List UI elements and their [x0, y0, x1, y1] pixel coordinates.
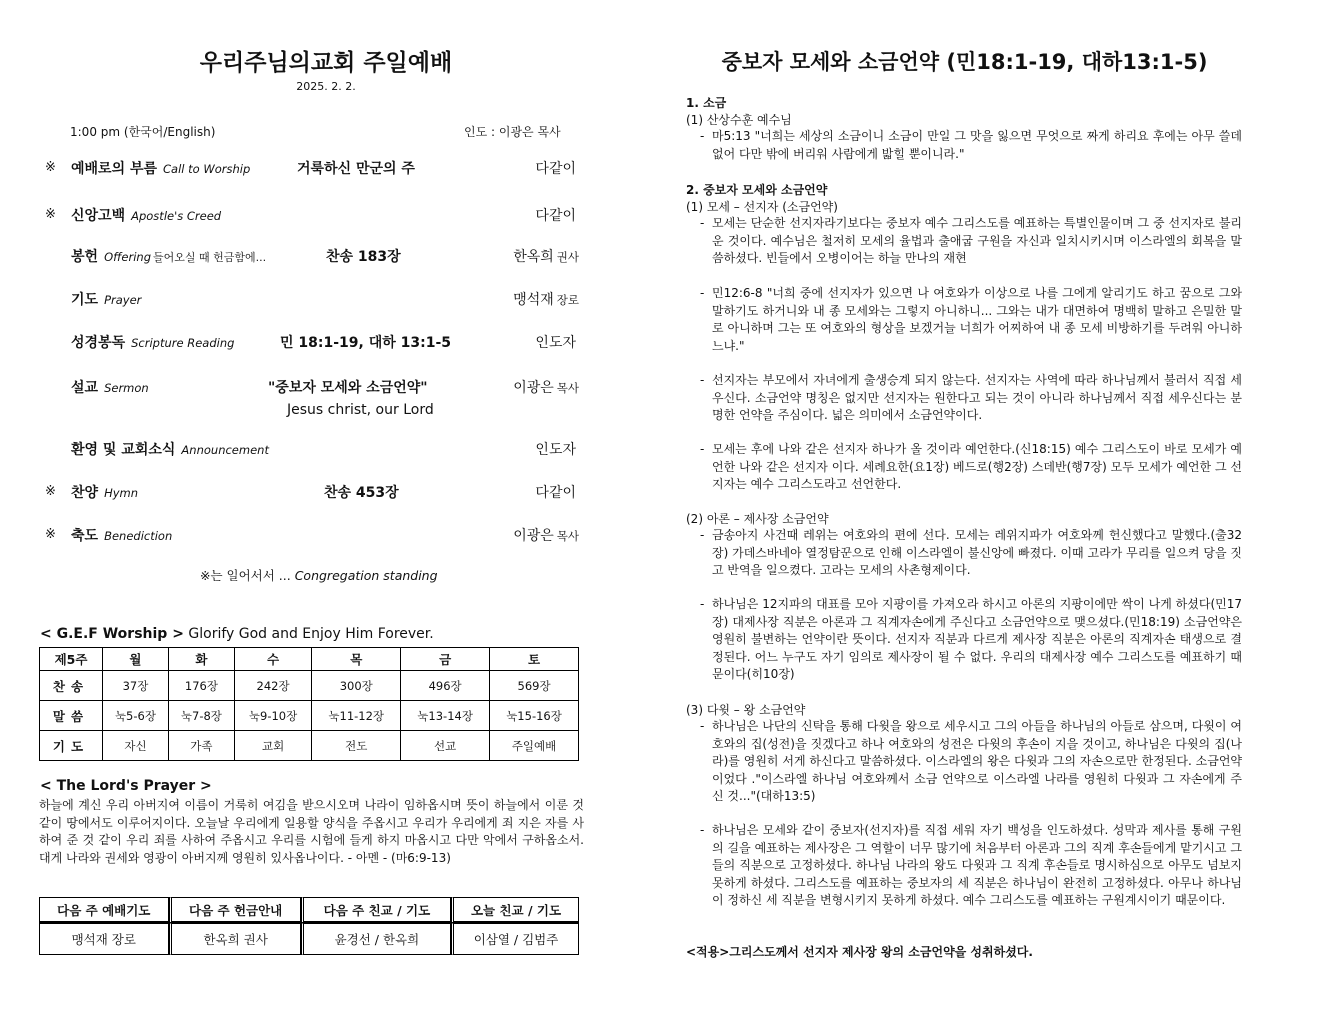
person-name: 다같이	[535, 485, 576, 501]
gef-header-cell: 화	[168, 648, 234, 671]
standing-mark: ※	[45, 160, 56, 175]
section-2-para-1: - 모세는 단순한 선지자라기보다는 중보자 예수 그리스도를 예표하는 특별인물이며 그 중 선지자로 불리운 것이다. 예수님은 철저히 모세의 율법과 출애굽 구원을 자신과 일치시키시며 이스라엘의 회복을 말씀하셨다. 빈들에서 오병이어는 하늘 만나의 재현	[700, 216, 1242, 266]
section-2-heading: 2. 중보자 모세와 소금언약	[686, 183, 828, 197]
section-1-para-1: - 마5:13 "너희는 세상의 소금이니 소금이 만일 그 맛을 잃으면 무엇으로 짜게 하리요 후에는 아무 쓸데없어 다만 밖에 버리워 사람에게 밟힐 뿐이니라."	[700, 129, 1242, 161]
order-item-ko: 신앙고백	[71, 208, 126, 224]
gef-header-cell: 수	[234, 648, 311, 671]
order-item-name	[71, 482, 140, 502]
order-item-name	[71, 246, 266, 266]
order-item-en: Benediction	[104, 529, 173, 543]
gef-heading	[40, 626, 434, 642]
gef-cell: 176장	[168, 671, 234, 701]
order-item-person	[535, 205, 579, 225]
gef-table	[39, 647, 579, 761]
info-header-cell: 다음 주 헌금안내	[169, 897, 301, 923]
order-item-en: Prayer	[104, 293, 142, 307]
standing-mark: ※	[45, 527, 56, 542]
sermon-title: 중보자 모세와 소금언약 (민18:1-19, 대하13:1-5)	[721, 50, 1208, 74]
info-value-cell: 한옥희 권사	[169, 923, 301, 955]
info-header-cell: 다음 주 친교 / 기도	[301, 897, 451, 923]
gef-cell: 300장	[312, 671, 401, 701]
order-item-note: 들어오실 때 헌금함에...	[153, 251, 267, 264]
order-item-ko: 예배로의 부름	[71, 161, 158, 177]
order-item-ko: 설교	[71, 380, 99, 396]
person-name: 인도자	[535, 335, 576, 351]
order-item	[45, 289, 585, 313]
section-1-sub: (1) 산상수훈 예수님	[686, 113, 792, 127]
gef-heading-bold: < G.E.F Worship >	[40, 626, 184, 642]
order-item-ko: 봉헌	[71, 249, 99, 265]
lords-prayer-heading: < The Lord's Prayer >	[40, 778, 212, 794]
service-time: 1:00 pm (한국어/English)	[70, 125, 216, 139]
gef-header-cell: 월	[103, 648, 169, 671]
gef-header-cell: 목	[312, 648, 401, 671]
gef-header-row	[40, 648, 579, 671]
gef-row	[40, 731, 579, 761]
order-item-detail: "중보자 모세와 소금언약"	[268, 380, 428, 396]
order-item-en: Apostle's Creed	[131, 209, 222, 223]
section-2-para-4: - 모세는 후에 나와 같은 선지자 하나가 올 것이라 예언한다.(신18:15) 예수 그리스도이 바로 모세가 예언한 나와 같은 선지자 이다. 세례요한(요1장) 베드로(행2장) 스데반(행7장) 모두 모세가 예언한 그 선지자는 예수 그리스도라고 선언한다.	[700, 442, 1242, 492]
info-header-cell: 오늘 친교 / 기도	[451, 897, 579, 923]
person-name: 맹석재	[513, 292, 554, 308]
gef-cell: 눅13-14장	[401, 701, 490, 731]
order-item-ko: 기도	[71, 292, 99, 308]
order-item-name	[71, 289, 143, 309]
order-item-en: Announcement	[181, 443, 269, 457]
order-item-detail: 민 18:1-19, 대하 13:1-5	[280, 335, 452, 351]
lords-prayer-text: 하늘에 계신 우리 아버지여 이름이 거룩히 여김을 받으시오며 나라이 임하옵시며 뜻이 하늘에서 이룬 것 같이 땅에서도 이루어지이다. 오늘날 우리에게 일용할 양식을 주옵시고 우리가 우리에게 죄 지은 자를 사하여 준 것 같이 우리 죄를 사하여 주옵시고 우리를 시험에 들게 하지 마옵시고 다만 악에서 구하옵소서. 대게 나라와 권세와 영광이 아버지께 영원히 있사옵나이다. - 아멘 - (마6:9-13)	[39, 798, 584, 865]
section-2-sub-1: (1) 모세 – 선지자 (소금언약)	[686, 200, 838, 214]
standing-note-en: Congregation standing	[294, 568, 438, 583]
gef-cell: 496장	[401, 671, 490, 701]
order-item-detail: 찬송 183장	[326, 249, 401, 265]
standing-mark: ※	[45, 484, 56, 499]
order-item-person	[513, 289, 579, 309]
order-item	[45, 158, 585, 182]
info-header-row	[39, 897, 579, 923]
order-item-person	[513, 525, 579, 545]
gef-cell: 선교	[401, 731, 490, 761]
person-name: 다같이	[535, 161, 576, 177]
person-title: 장로	[556, 293, 579, 307]
order-item-en: Call to Worship	[163, 162, 251, 176]
order-item-person	[535, 158, 579, 178]
bulletin-date: 2025. 2. 2.	[296, 80, 356, 93]
person-name: 이광은	[513, 528, 554, 544]
section-2-sub-3: (3) 다윗 – 왕 소금언약	[686, 703, 806, 717]
order-item	[45, 205, 585, 229]
order-item	[45, 525, 585, 549]
section-2-sub-2: (2) 아론 – 제사장 소금언약	[686, 512, 829, 526]
order-item-detail: 찬송 453장	[324, 485, 399, 501]
gef-cell: 자신	[103, 731, 169, 761]
order-item-name	[71, 205, 223, 225]
order-item	[45, 482, 585, 506]
order-item-person	[513, 377, 579, 397]
section-2-para-2: - 민12:6-8 "너희 중에 선지자가 있으면 나 여호와가 이상으로 나를 그에게 알리기도 하고 꿈으로 그와 말하기도 하거니와 내 종 모세와는 그렇지 아니하니... 그와는 내가 대면하여 명백히 말하고 은밀한 말로 아니하며 그는 또 여호와의 형상을 보겠거늘 너희가 어찌하여 내 종 모세 비방하기를 두려워 아니하느냐."	[700, 286, 1242, 353]
order-item-name	[71, 377, 151, 397]
person-name: 인도자	[535, 442, 576, 458]
section-2-para-3: - 선지자는 부모에서 자녀에게 출생승계 되지 않는다. 선지자는 사역에 따라 하나님께서 불러서 직접 세우신다. 소금언약 명칭은 없지만 선지자는 원한다고 되는 것이 아니라 하나님께서 직접 세우신다는 분명한 언약을 주심이다. 넓은 의미에서 소금언약이다.	[700, 373, 1242, 423]
gef-row	[40, 671, 579, 701]
person-name: 다같이	[535, 208, 576, 224]
order-item-name	[71, 158, 252, 178]
gef-cell: 37장	[103, 671, 169, 701]
person-name: 한옥희	[513, 249, 554, 265]
order-item-detail: 거룩하신 만군의 주	[297, 161, 415, 177]
order-item-ko: 축도	[71, 528, 99, 544]
order-item-person	[513, 246, 579, 266]
person-title: 목사	[556, 381, 579, 395]
sermon-subtitle: Jesus christ, our Lord	[287, 402, 434, 418]
gef-header-cell: 금	[401, 648, 490, 671]
section-2-para-7: - 하나님은 나단의 신탁을 통해 다윗을 왕으로 세우시고 그의 아들을 하나님의 아들로 삼으며, 다윗이 여호와의 집(성전)을 짓겠다고 하나 여호와의 성전은 다윗의 후손이 지을 것이고, 하나님은 다윗의 집(나라)를 영원히 서게 하신다고 말씀하셨다. 이스라엘의 왕은 다윗과 그의 자손으로만 한정된다. 소금언약이었다 ."이스라엘 하나님 여호와께서 소금 언약으로 이스라엘 나라를 영원히 다윗과 그 자손에게 주신 것..."(대하13:5)	[700, 719, 1242, 804]
order-item-ko: 찬양	[71, 485, 99, 501]
order-item-name	[71, 439, 271, 459]
gef-row-label: 찬송	[40, 671, 103, 701]
service-leader: 인도 : 이광은 목사	[464, 125, 561, 139]
order-item	[45, 439, 585, 463]
gef-row-label: 말씀	[40, 701, 103, 731]
order-item-person	[535, 482, 579, 502]
order-item-name	[71, 525, 174, 545]
gef-cell: 가족	[168, 731, 234, 761]
order-item-en: Hymn	[104, 486, 139, 500]
application-line: <적용>그리스도께서 선지자 제사장 왕의 소금언약을 성취하셨다.	[686, 945, 1033, 959]
gef-cell: 눅11-12장	[312, 701, 401, 731]
section-2-para-5: - 금송아지 사건때 레위는 여호와의 편에 선다. 모세는 레위지파가 여호와께 헌신했다고 말했다.(출32장) 가데스바네아 열정탐꾼으로 인해 이스라엘이 불신앙에 빠졌다. 이때 고라가 무리를 일으켜 당을 짓고 반역을 일으켰다. 고라는 모세의 사촌형제이다.	[700, 528, 1242, 578]
gef-cell: 눅5-6장	[103, 701, 169, 731]
order-item-en: Sermon	[104, 381, 149, 395]
gef-row-label: 기도	[40, 731, 103, 761]
gef-cell: 242장	[234, 671, 311, 701]
gef-cell: 눅9-10장	[234, 701, 311, 731]
gef-cell: 569장	[490, 671, 579, 701]
section-2-para-6: - 하나님은 12지파의 대표를 모아 지팡이를 가져오라 하시고 아론의 지팡이에만 싹이 나게 하셨다(민17장) 대제사장 직분은 아론과 그 직계자손에게 주신다고 소금언약으로 맺으셨다.(민18:19) 소금언약은 영원히 불변하는 언약이란 뜻이다. 선지자 직분과 다르게 제사장 직분은 아론의 직계자손 태생으로 결정된다. 어느 누구도 자기 임의로 제사장이 될 수 없다. 우리의 대제사장 예수 그리스도를 예표하기 때문이다(히10장)	[700, 597, 1242, 682]
order-item-person	[535, 439, 579, 459]
info-values-row	[39, 923, 579, 955]
info-header-cell: 다음 주 예배기도	[39, 897, 169, 923]
gef-heading-rest: Glorify God and Enjoy Him Forever.	[188, 626, 434, 642]
order-item	[45, 246, 585, 270]
gef-header-cell: 제5주	[40, 648, 103, 671]
section-1-heading: 1. 소금	[686, 96, 727, 110]
standing-note	[200, 566, 438, 584]
standing-mark: ※	[45, 207, 56, 222]
order-item-en: Offering	[104, 250, 152, 264]
person-title: 권사	[556, 250, 579, 264]
order-item	[45, 332, 585, 356]
info-value-cell: 맹석재 장로	[39, 923, 169, 955]
order-item-en: Scripture Reading	[131, 336, 235, 350]
order-item	[45, 377, 585, 401]
gef-cell: 눅7-8장	[168, 701, 234, 731]
standing-note-ko: ※는 일어서서 ...	[200, 568, 291, 583]
section-2-para-8: - 하나님은 모세와 같이 중보자(선지자)를 직접 세워 자기 백성을 인도하셨다. 성막과 제사를 통해 구원의 길을 예표하는 제사장은 그 역할이 너무 많기에 처음부터 아론과 그의 직계 후손들에게 맡기시고 그들의 직분으로 고정하셨다. 하나님 나라의 왕도 다윗과 그 직계 후손들로 명시하심으로 아무도 넘보지 못하게 하셨다. 그리스도를 예표하는 중보자의 세 직분은 하나님이 완전히 고정하셨다. 아무나 하나님이 정하신 세 직분을 변형시키지 못하게 하셨다. 예수 그리스도를 예표하는 구원계시이기 때문이다.	[700, 823, 1242, 908]
person-title: 목사	[556, 529, 579, 543]
order-item-person	[535, 332, 579, 352]
gef-row	[40, 701, 579, 731]
order-item-ko: 성경봉독	[71, 335, 126, 351]
gef-cell: 교회	[234, 731, 311, 761]
order-item-ko: 환영 및 교회소식	[71, 442, 176, 458]
gef-cell: 눅15-16장	[490, 701, 579, 731]
info-value-cell: 이삼열 / 김범주	[451, 923, 579, 955]
gef-cell: 주일예배	[490, 731, 579, 761]
order-item-name	[71, 332, 236, 352]
person-name: 이광은	[513, 380, 554, 396]
info-table	[39, 897, 579, 955]
bulletin-title: 우리주님의교회 주일예배	[199, 50, 453, 76]
gef-header-cell: 토	[490, 648, 579, 671]
gef-cell: 전도	[312, 731, 401, 761]
info-value-cell: 윤경선 / 한옥희	[301, 923, 451, 955]
